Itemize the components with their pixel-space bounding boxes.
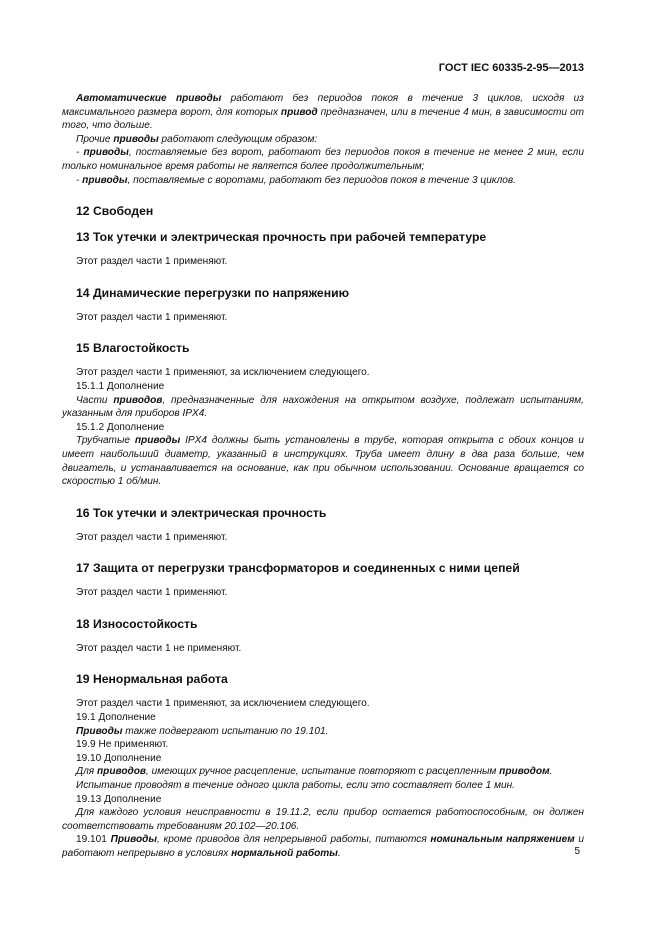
clause-19-101-text [62, 833, 584, 860]
section-14-body: Этот раздел части 1 применяют. [76, 311, 228, 323]
clause-19-13-number: 19.13 Дополнение [76, 793, 162, 805]
text-run: - [76, 174, 83, 186]
clause-19-10-number: 19.10 Дополнение [76, 752, 162, 764]
text-run: работают без периодов покоя в течение 3 циклов, исходя из максимального размера ворот, для которых [62, 93, 584, 118]
clause-19-1-text [62, 725, 584, 739]
term-drives: приводов [113, 394, 163, 406]
term-normal-operation: нормальной работы [231, 848, 338, 859]
section-15-body: Этот раздел части 1 применяют, за исключением следующего. [76, 367, 370, 379]
text-run: . [337, 848, 341, 859]
page-number: 5 [574, 846, 580, 857]
text-run: работают следующим образом: [158, 133, 318, 145]
term-drive: приводом [499, 766, 550, 778]
intro-paragraph-4 [62, 174, 584, 188]
intro-paragraph-2 [62, 133, 584, 147]
clause-15-1-2-number: 15.1.2 Дополнение [76, 421, 165, 433]
text-run: также подвергают испытанию по 19.101. [122, 725, 329, 737]
term-drives: приводы [134, 435, 181, 447]
text-run: предназначен, или в течение 4 мин, в зависимости от того, что дольше. [62, 106, 584, 132]
term-drives: Приводы [76, 725, 123, 737]
text-run: Прочие [76, 133, 114, 145]
clause-19-9: 19.9 Не применяют. [76, 739, 169, 751]
section-17-body: Этот раздел части 1 применяют. [76, 587, 228, 599]
text-run: . [549, 766, 553, 778]
intro-paragraph-1 [62, 92, 584, 133]
text-run: Для [76, 766, 97, 778]
section-19-heading: 19 Ненормальная работа [76, 672, 228, 687]
clause-19-101-number: 19.101 [76, 834, 111, 846]
section-15-heading: 15 Влагостойкость [76, 341, 190, 356]
term-rated-voltage: номинальным напряжением [430, 834, 575, 846]
text-run: - [76, 147, 84, 159]
clause-19-10-text [62, 765, 584, 779]
text-run: Части [76, 394, 114, 406]
section-13-body: Этот раздел части 1 применяют. [76, 256, 228, 268]
clause-19-1-number: 19.1 Дополнение [76, 712, 156, 724]
document-code: ГОСТ IEC 60335-2-95—2013 [438, 62, 584, 74]
text-run: , имеющих ручное расцепление, испытание повторяют с расцепленным [146, 766, 500, 778]
page-content [62, 92, 584, 861]
term-drives: Приводы [110, 834, 158, 846]
text-run: Трубчатые [76, 435, 135, 447]
section-14-heading: 14 Динамические перегрузки по напряжению [76, 285, 349, 300]
term-drives: приводы [82, 174, 128, 186]
section-18-heading: 18 Износостойкость [76, 616, 198, 631]
clause-15-1-2-text [62, 434, 584, 488]
clause-19-13-text: Для каждого условия неисправности в 19.11.2, если прибор остается работоспособным, он должен соответствовать требованиям 20.102—20.106. [62, 807, 584, 832]
text-run: , предназначенные для нахождения на открытом воздухе, подлежат испытаниям, указанным для приборов IPX4. [62, 394, 584, 420]
clause-15-1-1-number: 15.1.1 Дополнение [76, 380, 165, 392]
term-drives: приводов [97, 766, 147, 778]
clause-15-1-1-text [62, 394, 584, 421]
section-16-body: Этот раздел части 1 применяют. [76, 531, 228, 543]
text-run: и работают непрерывно в условиях [62, 834, 584, 859]
section-19-body: Этот раздел части 1 применяют, за исключением следующего. [76, 698, 370, 710]
section-12-heading: 12 Свободен [76, 204, 154, 219]
section-13-heading: 13 Ток утечки и электрическая прочность при рабочей температуре [76, 230, 487, 245]
term-drive: привод [280, 106, 318, 118]
term-drives: приводы [83, 147, 129, 159]
section-17-heading: 17 Защита от перегрузки трансформаторов и соединенных с ними цепей [76, 561, 520, 576]
text-run: IPX4 должны быть установлены в трубе, которая открыта с обоих концов и имеет наибольший диаметр, указанный в инструкциях. Труба имеет длину в два раза больше, чем двигатель, и устанавливается на основание, как при обычном использовании. Основание вращается со скоростью 1 об/мин. [62, 435, 584, 488]
section-16-heading: 16 Ток утечки и электрическая прочность [76, 505, 327, 520]
term-drives: приводы [113, 133, 159, 145]
text-run: , поставляемые без ворот, работают без периодов покоя в течение не менее 2 мин, если только номинальное время работы не является более продолжительным; [62, 147, 584, 172]
text-run: , кроме приводов для непрерывной работы, питаются [157, 834, 431, 846]
intro-paragraph-3 [62, 146, 584, 173]
term-automatic-drives: Автоматические приводы [76, 93, 222, 104]
clause-19-10-text-2: Испытание проводят в течение одного цикла работы, если это составляет более 1 мин. [76, 780, 515, 792]
section-18-body: Этот раздел части 1 не применяют. [76, 642, 242, 654]
text-run: , поставляемые с воротами, работают без периодов покоя в течение 3 циклов. [127, 174, 516, 186]
